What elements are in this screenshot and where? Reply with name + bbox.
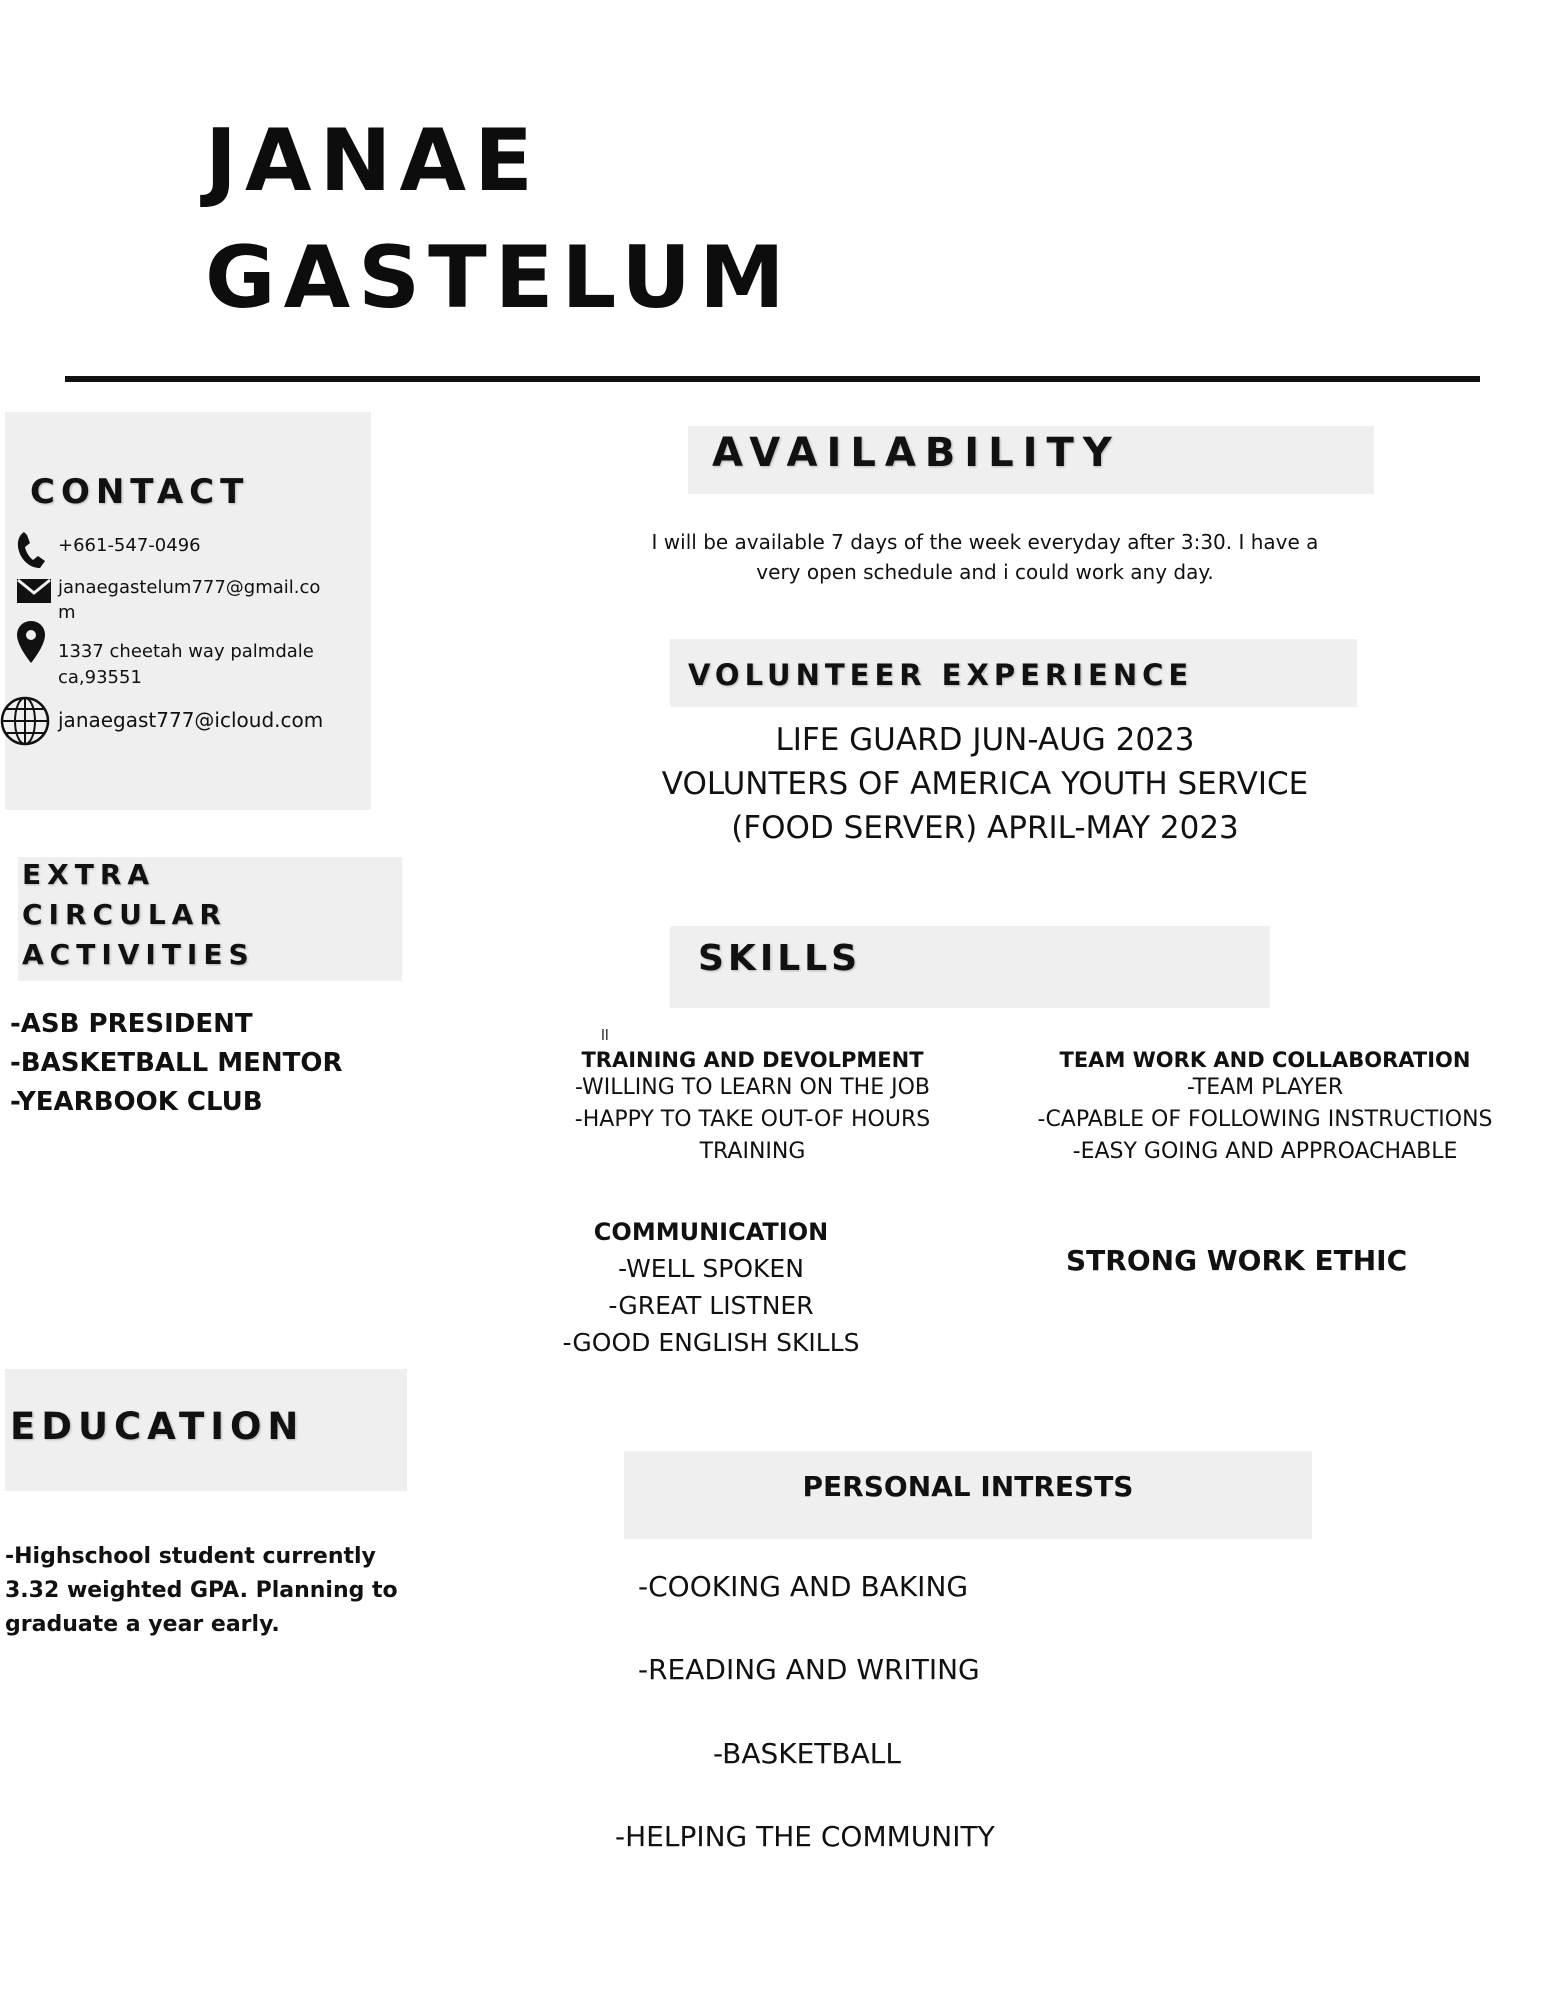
personal-heading: PERSONAL INTRESTS: [802, 1470, 1134, 1503]
skills-mark: ll: [601, 1028, 609, 1044]
mail-icon: [16, 578, 52, 608]
list-item: -YEARBOOK CLUB: [10, 1087, 263, 1117]
volunteer-heading: VOLUNTEER EXPERIENCE: [688, 658, 1194, 692]
list-item: -ASB PRESIDENT: [10, 1009, 253, 1039]
list-item: -BASKETBALL: [713, 1737, 901, 1770]
education-text: -Highschool student currently 3.32 weighted GPA. Planning to graduate a year early.: [5, 1544, 398, 1637]
contact-email-line2: m: [58, 602, 76, 623]
contact-web: janaegast777@icloud.com: [58, 708, 324, 732]
skill-training: TRAINING AND DEVOLPMENT -WILLING TO LEARN ON THE JOB -HAPPY TO TAKE OUT-OF HOURS TRAINING: [574, 1048, 931, 1164]
header-divider: [65, 376, 1480, 382]
location-pin-icon: [16, 620, 46, 668]
contact-address-line1: 1337 cheetah way palmdale: [58, 641, 314, 662]
skill-teamwork: TEAM WORK AND COLLABORATION -TEAM PLAYER -CAPABLE OF FOLLOWING INSTRUCTIONS -EASY GOING AND APPROACHABLE: [1037, 1048, 1493, 1164]
contact-address-line2: ca,93551: [58, 667, 142, 688]
list-item: -HELPING THE COMMUNITY: [615, 1820, 995, 1853]
phone-icon: [14, 530, 48, 574]
name-last: GASTELUM: [205, 228, 793, 328]
availability-heading: AVAILABILITY: [712, 430, 1121, 476]
contact-heading: CONTACT: [30, 472, 250, 512]
volunteer-text: LIFE GUARD JUN-AUG 2023 VOLUNTERS OF AMERICA YOUTH SERVICE (FOOD SERVER) APRIL-MAY 2023: [661, 722, 1309, 846]
education-heading: EDUCATION: [10, 1405, 305, 1448]
contact-email-line1: janaegastelum777@gmail.co: [58, 577, 321, 598]
list-item: -COOKING AND BAKING: [638, 1570, 969, 1603]
contact-phone: +661-547-0496: [58, 535, 201, 556]
list-item: -READING AND WRITING: [638, 1653, 980, 1686]
skills-heading: SKILLS: [698, 938, 862, 979]
skill-communication: COMMUNICATION -WELL SPOKEN -GREAT LISTNER -GOOD ENGLISH SKILLS: [562, 1218, 860, 1357]
extra-heading: EXTRA CIRCULAR ACTIVITIES: [22, 858, 255, 971]
globe-icon: [0, 696, 50, 750]
name-first: JANAE: [205, 111, 541, 211]
list-item: -BASKETBALL MENTOR: [10, 1048, 343, 1078]
extra-list: [10, 1005, 342, 1122]
availability-text: I will be available 7 days of the week everyday after 3:30. I have a very open schedule and i could work any day.: [651, 530, 1319, 584]
skill-work-ethic: STRONG WORK ETHIC: [1066, 1244, 1408, 1277]
